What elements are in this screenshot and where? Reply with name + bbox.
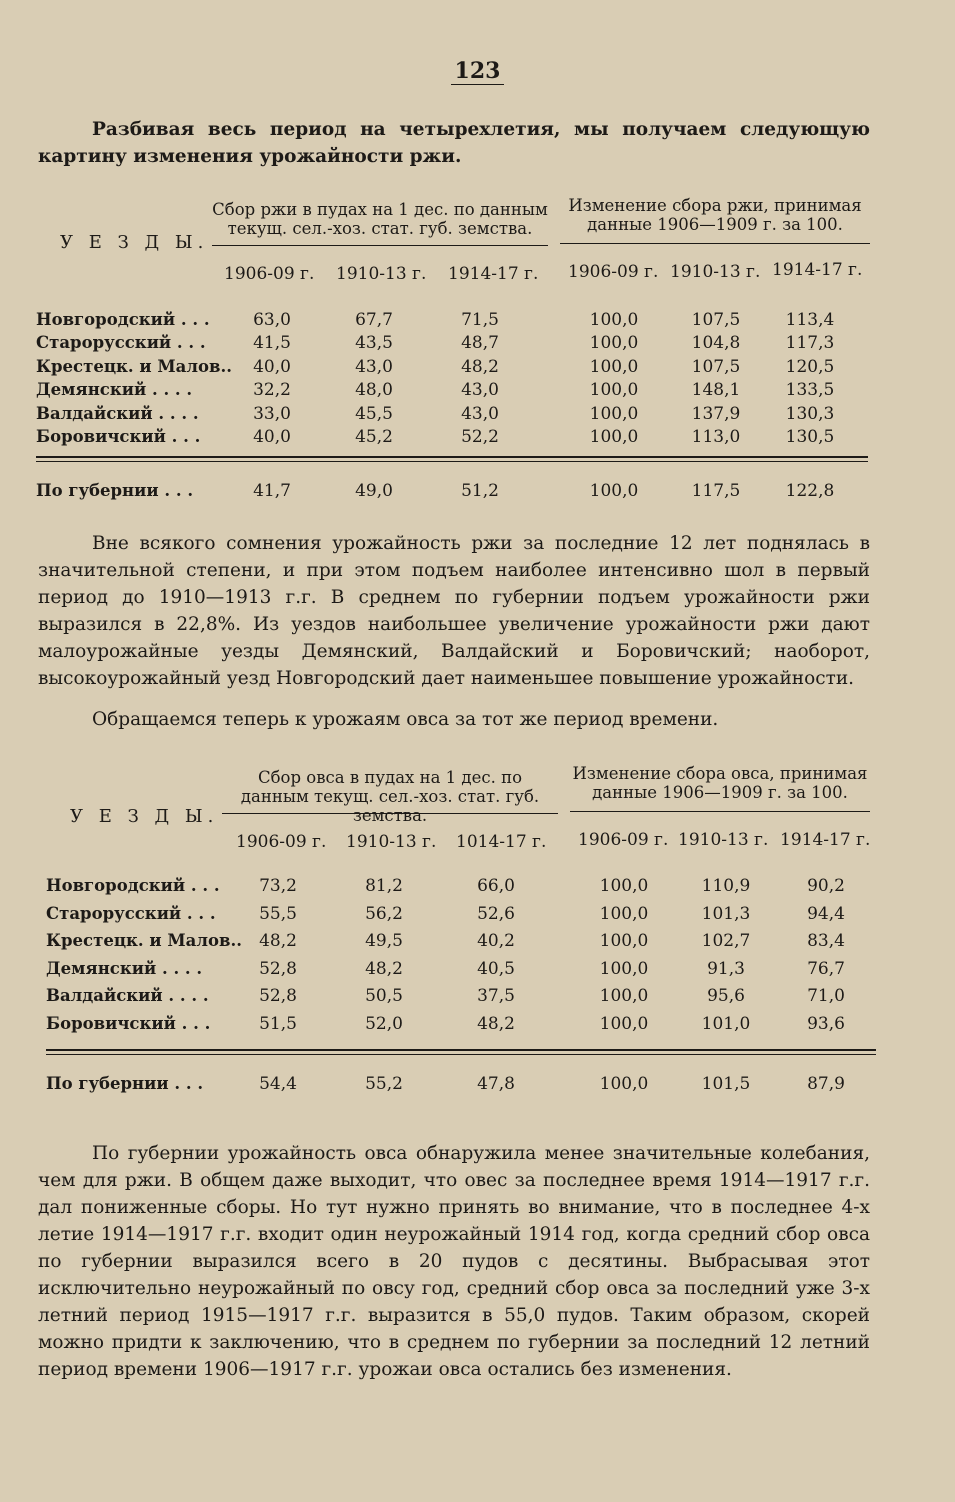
value-cell: 45,5: [355, 403, 393, 424]
group2-header-2: Изменение сбора овса, принимая данные 1906—1909 г. за 100.: [572, 764, 868, 802]
year-col-5-2: 1910-13 г.: [678, 830, 769, 850]
value-cell: 100,0: [589, 310, 639, 330]
value-cell: 117,3: [785, 333, 835, 354]
value-cell: 137,9: [691, 403, 741, 424]
district-row-label: Боровичский . . .: [46, 1014, 211, 1033]
district-row-label: Крестецк. и Малов..: [36, 356, 232, 376]
value-cell: 40,0: [253, 427, 291, 447]
value-cell: 100,0: [589, 356, 639, 377]
value-cell: 48,2: [461, 356, 499, 377]
value-cell: 49,5: [365, 931, 403, 952]
value-cell: 67,7: [355, 310, 393, 330]
rye-conclusion-paragraph: Вне всякого сомнения урожайность ржи за последние 12 лет поднялась в значительной степени, и при этом подъем наиболее интенсивно шол в первый период до 1910—1913 г.г. В среднем по губернии подъем урожайности ржи выразился в 22,8%. Из уездов наибольшее увеличение урожайности ржи дают малоурожайные уезды Демянский, Валдайский и Боровичский; наоборот, высокоурожайный уезд Новгородский дает наименьшее повышение урожайности.: [38, 533, 870, 689]
value-cell: 130,3: [785, 403, 835, 424]
total-value-cell: 100,0: [599, 1074, 649, 1094]
value-cell: 52,8: [259, 986, 297, 1007]
value-cell: 100,0: [599, 1014, 649, 1034]
district-row-label: Старорусский . . .: [46, 903, 216, 923]
value-cell: 91,3: [707, 958, 745, 979]
value-cell: 48,0: [355, 380, 393, 401]
value-cell: 76,7: [807, 958, 845, 979]
value-cell: 100,0: [589, 427, 639, 447]
district-row-label: Новгородский . . .: [46, 876, 220, 895]
value-cell: 45,2: [355, 427, 393, 447]
page-number: 123: [0, 58, 955, 84]
value-cell: 100,0: [599, 876, 649, 896]
value-cell: 73,2: [259, 876, 297, 896]
district-row-label: Демянский . . . .: [36, 380, 193, 400]
value-cell: 107,5: [691, 356, 741, 377]
value-cell: 66,0: [477, 876, 515, 896]
value-cell: 100,0: [599, 958, 649, 979]
value-cell: 43,0: [355, 356, 393, 377]
district-row-label: Валдайский . . . .: [36, 403, 199, 423]
value-cell: 100,0: [599, 903, 649, 924]
value-cell: 100,0: [599, 986, 649, 1007]
value-cell: 100,0: [589, 333, 639, 354]
value-cell: 55,5: [259, 903, 297, 924]
year-col-2: 1910-13 г.: [336, 264, 427, 284]
group1-header-2: Сбор овса в пудах на 1 дес. по данным текущ. сел.-хоз. стат. губ. земства.: [240, 768, 540, 825]
year-col-1: 1906-09 г.: [224, 264, 315, 284]
oats-intro-paragraph: Обращаемся теперь к урожаям овса за тот же период времени.: [92, 709, 719, 730]
value-cell: 41,5: [253, 333, 291, 354]
total-value-cell: 41,7: [253, 481, 291, 501]
value-cell: 94,4: [807, 903, 845, 924]
district-row-label: Боровичский . . .: [36, 427, 201, 446]
total-value-cell: 55,2: [365, 1074, 403, 1094]
value-cell: 33,0: [253, 403, 291, 424]
value-cell: 40,2: [477, 931, 515, 952]
group2-header: Изменение сбора ржи, принимая данные 1906—1909 г. за 100.: [568, 196, 862, 234]
value-cell: 48,2: [259, 931, 297, 952]
value-cell: 52,2: [461, 427, 499, 447]
value-cell: 110,9: [701, 876, 751, 896]
value-cell: 107,5: [691, 310, 741, 330]
total-row-label: По губернии . . .: [36, 481, 194, 500]
value-cell: 100,0: [599, 931, 649, 952]
oats-conclusion-paragraph: По губернии урожайность овса обнаружила менее значительные колебания, чем для ржи. В общем даже выходит, что овес за последнее время 1914—1917 г.г. дал пониженные сборы. Но тут нужно принять во внимание, что в последнее 4-х летие 1914—1917 г.г. входит один неурожайный 1914 год, когда средний сбор овса по губернии выразился всего в 20 пудов с десятины. Выбрасывая этот исключительно неурожайный по овсу год, средний сбор овса за последний уже 3-х летний период 1915—1917 г.г. выразится в 55,0 пудов. Таким образом, скорей можно придти к заключению, что в среднем по губернии за последний 12 летний период времени 1906—1917 г.г. урожаи овса остались без изменения.: [38, 1143, 870, 1380]
total-value-cell: 54,4: [259, 1074, 297, 1094]
value-cell: 32,2: [253, 380, 291, 401]
intro-paragraph: Разбивая весь период на четырехлетия, мы получаем следующую картину изменения урожайности ржи.: [38, 119, 870, 167]
value-cell: 130,5: [785, 427, 835, 447]
value-cell: 43,0: [461, 380, 499, 401]
value-cell: 52,6: [477, 903, 515, 924]
total-value-cell: 49,0: [355, 481, 393, 501]
district-row-label: Крестецк. и Малов..: [46, 931, 242, 951]
year-col-4-2: 1906-09 г.: [578, 830, 669, 850]
year-col-2-2: 1910-13 г.: [346, 832, 437, 852]
year-col-1-2: 1906-09 г.: [236, 832, 327, 852]
year-col-6-2: 1914-17 г.: [780, 830, 871, 850]
value-cell: 48,2: [477, 1014, 515, 1034]
value-cell: 43,5: [355, 333, 393, 354]
total-row-label: По губернии . . .: [46, 1074, 204, 1093]
total-value-cell: 100,0: [589, 481, 639, 501]
value-cell: 52,0: [365, 1014, 403, 1034]
value-cell: 40,0: [253, 356, 291, 377]
value-cell: 43,0: [461, 403, 499, 424]
total-value-cell: 117,5: [691, 481, 741, 501]
year-col-6: 1914-17 г.: [772, 260, 863, 280]
value-cell: 56,2: [365, 903, 403, 924]
year-col-3-2: 1014-17 г.: [456, 832, 547, 852]
value-cell: 48,7: [461, 333, 499, 354]
total-value-cell: 47,8: [477, 1074, 515, 1094]
value-cell: 83,4: [807, 931, 845, 952]
district-row-label: Валдайский . . . .: [46, 986, 209, 1006]
value-cell: 63,0: [253, 310, 291, 330]
value-cell: 90,2: [807, 876, 845, 896]
value-cell: 113,4: [785, 310, 835, 330]
value-cell: 102,7: [701, 931, 751, 952]
value-cell: 52,8: [259, 958, 297, 979]
value-cell: 101,3: [701, 903, 751, 924]
value-cell: 40,5: [477, 958, 515, 979]
value-cell: 93,6: [807, 1014, 845, 1034]
value-cell: 100,0: [589, 403, 639, 424]
district-row-label: Демянский . . . .: [46, 958, 203, 978]
district-row-label: Новгородский . . .: [36, 310, 210, 329]
value-cell: 81,2: [365, 876, 403, 896]
value-cell: 133,5: [785, 380, 835, 401]
value-cell: 71,0: [807, 986, 845, 1007]
value-cell: 50,5: [365, 986, 403, 1007]
value-cell: 71,5: [461, 310, 499, 330]
group1-header: Сбор ржи в пудах на 1 дес. по данным текущ. сел.-хоз. стат. губ. земства.: [212, 200, 548, 238]
value-cell: 51,5: [259, 1014, 297, 1034]
value-cell: 37,5: [477, 986, 515, 1007]
value-cell: 104,8: [691, 333, 741, 354]
total-value-cell: 101,5: [701, 1074, 751, 1094]
district-row-label: Старорусский . . .: [36, 333, 206, 353]
district-header-2: У Е З Д Ы.: [70, 806, 219, 827]
year-col-3: 1914-17 г.: [448, 264, 539, 284]
value-cell: 148,1: [691, 380, 741, 401]
total-value-cell: 122,8: [785, 481, 835, 501]
year-col-4: 1906-09 г.: [568, 262, 659, 282]
year-col-5: 1910-13 г.: [670, 262, 761, 282]
value-cell: 95,6: [707, 986, 745, 1007]
value-cell: 101,0: [701, 1014, 751, 1034]
value-cell: 120,5: [785, 356, 835, 377]
value-cell: 113,0: [691, 427, 741, 447]
total-value-cell: 87,9: [807, 1074, 845, 1094]
total-value-cell: 51,2: [461, 481, 499, 501]
value-cell: 100,0: [589, 380, 639, 401]
value-cell: 48,2: [365, 958, 403, 979]
district-header: У Е З Д Ы.: [60, 232, 209, 253]
